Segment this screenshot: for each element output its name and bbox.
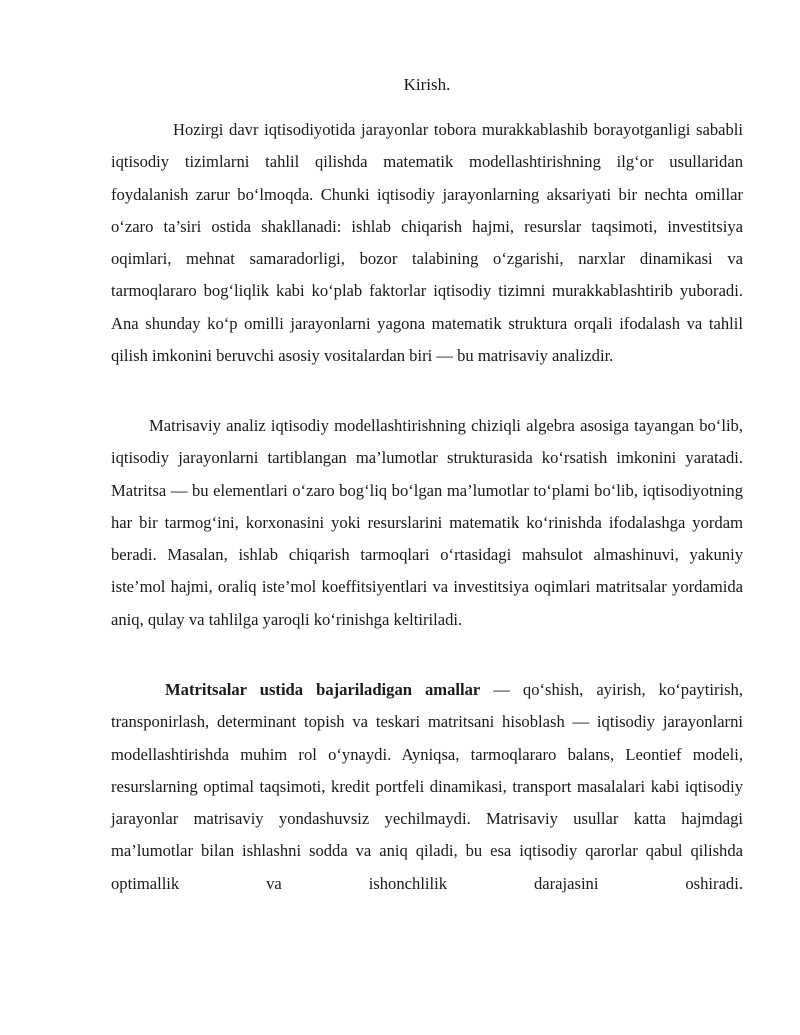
page-title: Kirish. <box>403 75 451 94</box>
paragraph-intro: Hozirgi davr iqtisodiyotida jarayonlar tobora murakkablashib borayotganligi sababli iqtisodiy tizimlarni tahlil qilishda matematik modellashtirishning ilg‘or usullaridan foydalanish zarur bo‘lmoqda. Chunki iqtisodiy jarayonlarning aksariyati bir nechta omillar o‘zaro ta’siri ostida shakllanadi: ishlab chiqarish hajmi, resurslar taqsimoti, investitsiya oqimlari, mehnat samaradorligi, bozor talabining o‘zgarishi, narxlar dinamikasi va tarmoqlararo bog‘liqlik kabi ko‘plab faktorlar iqtisodiy tizimni murakkablashtirib yuboradi. Ana shunday ko‘p omilli jarayonlarni yagona matematik struktura orqali ifodalash va tahlil qilish imkonini beruvchi asosiy vositalardan biri — bu matrisaviy analizdir. <box>111 120 743 366</box>
paragraph-text: — qo‘shish, ayirish, ko‘paytirish, transponirlash, determinant topish va teskari matritsani hisoblash — iqtisodiy jarayonlarni modellashtirishda muhim rol o‘ynaydi. Ayniqsa, tarmoqlararo balans, Leontief modeli, resurslarning optimal taqsimoti, kredit portfeli dinamikasi, transport masalalari kabi iqtisodiy jarayonlar matrisaviy yondashuvsiz yechilmaydi. Matrisaviy usullar katta hajmdagi ma’lumotlar bilan ishlashni sodda va aniq qiladi, bu esa iqtisodiy qarorlar qabul qilishda optimallik va ishonchlilik darajasini oshiradi. <box>111 680 743 893</box>
bold-heading-phrase: Matritsalar ustida bajariladigan amallar <box>165 680 481 699</box>
paragraph-matrix-analysis: Matrisaviy analiz iqtisodiy modellashtirishning chiziqli algebra asosiga tayangan bo‘lib, iqtisodiy jarayonlarni tartiblangan ma’lumotlar strukturasida ko‘rsatish imkonini yaratadi. Matritsa — bu elementlari o‘zaro bog‘liq bo‘lgan ma’lumotlar to‘plami bo‘lib, iqtisodiyotning har bir tarmog‘ini, korxonasini yoki resurslarini matematik ko‘rinishda ifodalashga yordam beradi. Masalan, ishlab chiqarish tarmoqlari o‘rtasidagi mahsulot almashinuvi, yakuniy iste’mol hajmi, oraliq iste’mol koeffitsiyentlari va investitsiya oqimlari matritsalar yordamida aniq, qulay va tahlilga yaroqli ko‘rinishga keltiriladi. <box>111 416 743 629</box>
paragraph-matrix-operations <box>111 674 743 900</box>
